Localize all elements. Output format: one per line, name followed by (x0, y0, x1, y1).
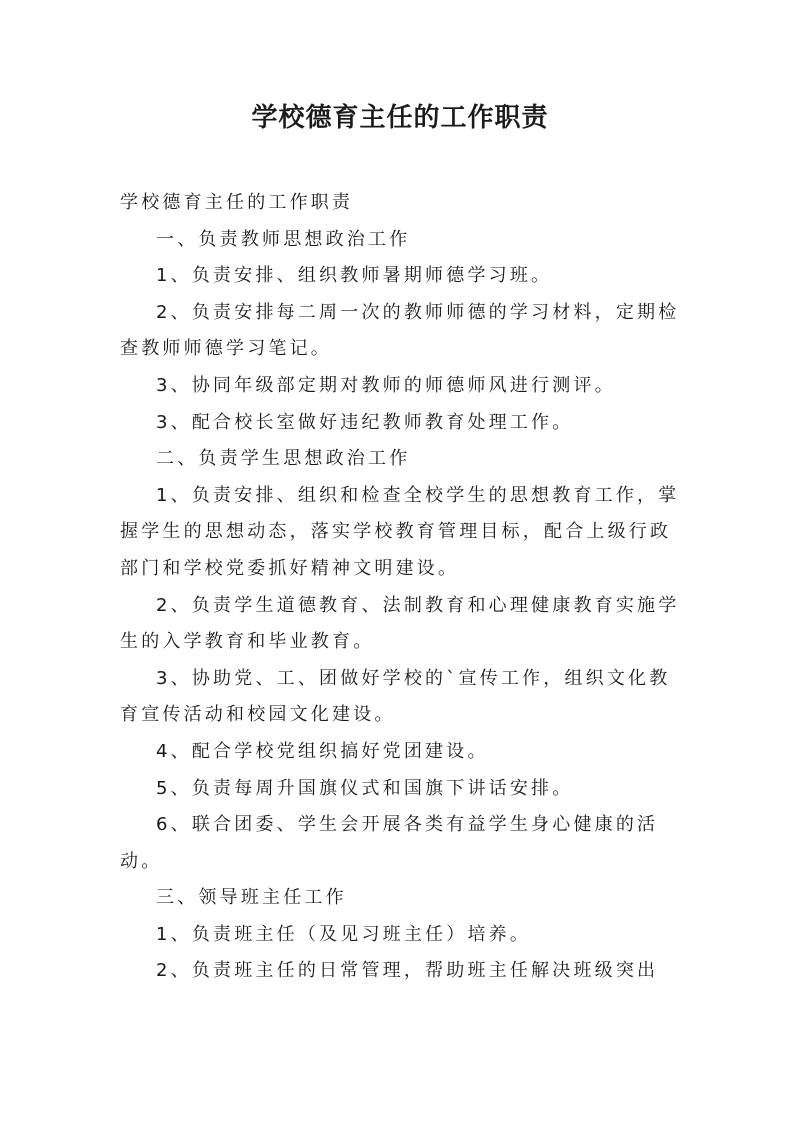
paragraph: 1、负责安排、组织教师暑期师德学习班。 (156, 265, 553, 287)
section-heading-3: 三、领导班主任工作 (156, 887, 347, 909)
paragraph-subtitle: 学校德育主任的工作职责 (120, 192, 354, 213)
paragraph: 2、负责学生道德教育、法制教育和心理健康教育实施学生的入学教育和毕业教育。 (120, 594, 680, 653)
paragraph: 6、联合团委、学生会开展各类有益学生身心健康的活动。 (120, 814, 659, 872)
paragraph: 2、负责班主任的日常管理，帮助班主任解决班级突出 (156, 960, 659, 982)
paragraph: 5、负责每周升国旗仪式和国旗下讲话安排。 (156, 777, 574, 799)
paragraph: 4、配合学校党组织搞好党团建设。 (156, 740, 489, 762)
paragraph: 2、负责安排每二周一次的教师师德的学习材料，定期检查教师师德学习笔记。 (120, 301, 680, 360)
paragraph: 1、负责安排、组织和检查全校学生的思想教育工作，掌握学生的思想动态，落实学校教育管理目标，配合上级行政部门和学校党委抓好精神文明建设。 (120, 484, 680, 579)
section-heading-2: 二、负责学生思想政治工作 (156, 448, 411, 470)
paragraph: 3、协同年级部定期对教师的师德师风进行测评。 (156, 374, 616, 396)
paragraph: 3、协助党、工、团做好学校的`宣传工作，组织文化教育宣传活动和校园文化建设。 (120, 667, 671, 726)
paragraph: 3、配合校长室做好违纪教师教育处理工作。 (156, 411, 574, 433)
paragraph: 1、负责班主任（及见习班主任）培养。 (156, 923, 532, 945)
document-body (120, 185, 686, 990)
document-title: 学校德育主任的工作职责 (251, 103, 549, 133)
section-heading-1: 一、负责教师思想政治工作 (156, 228, 411, 250)
